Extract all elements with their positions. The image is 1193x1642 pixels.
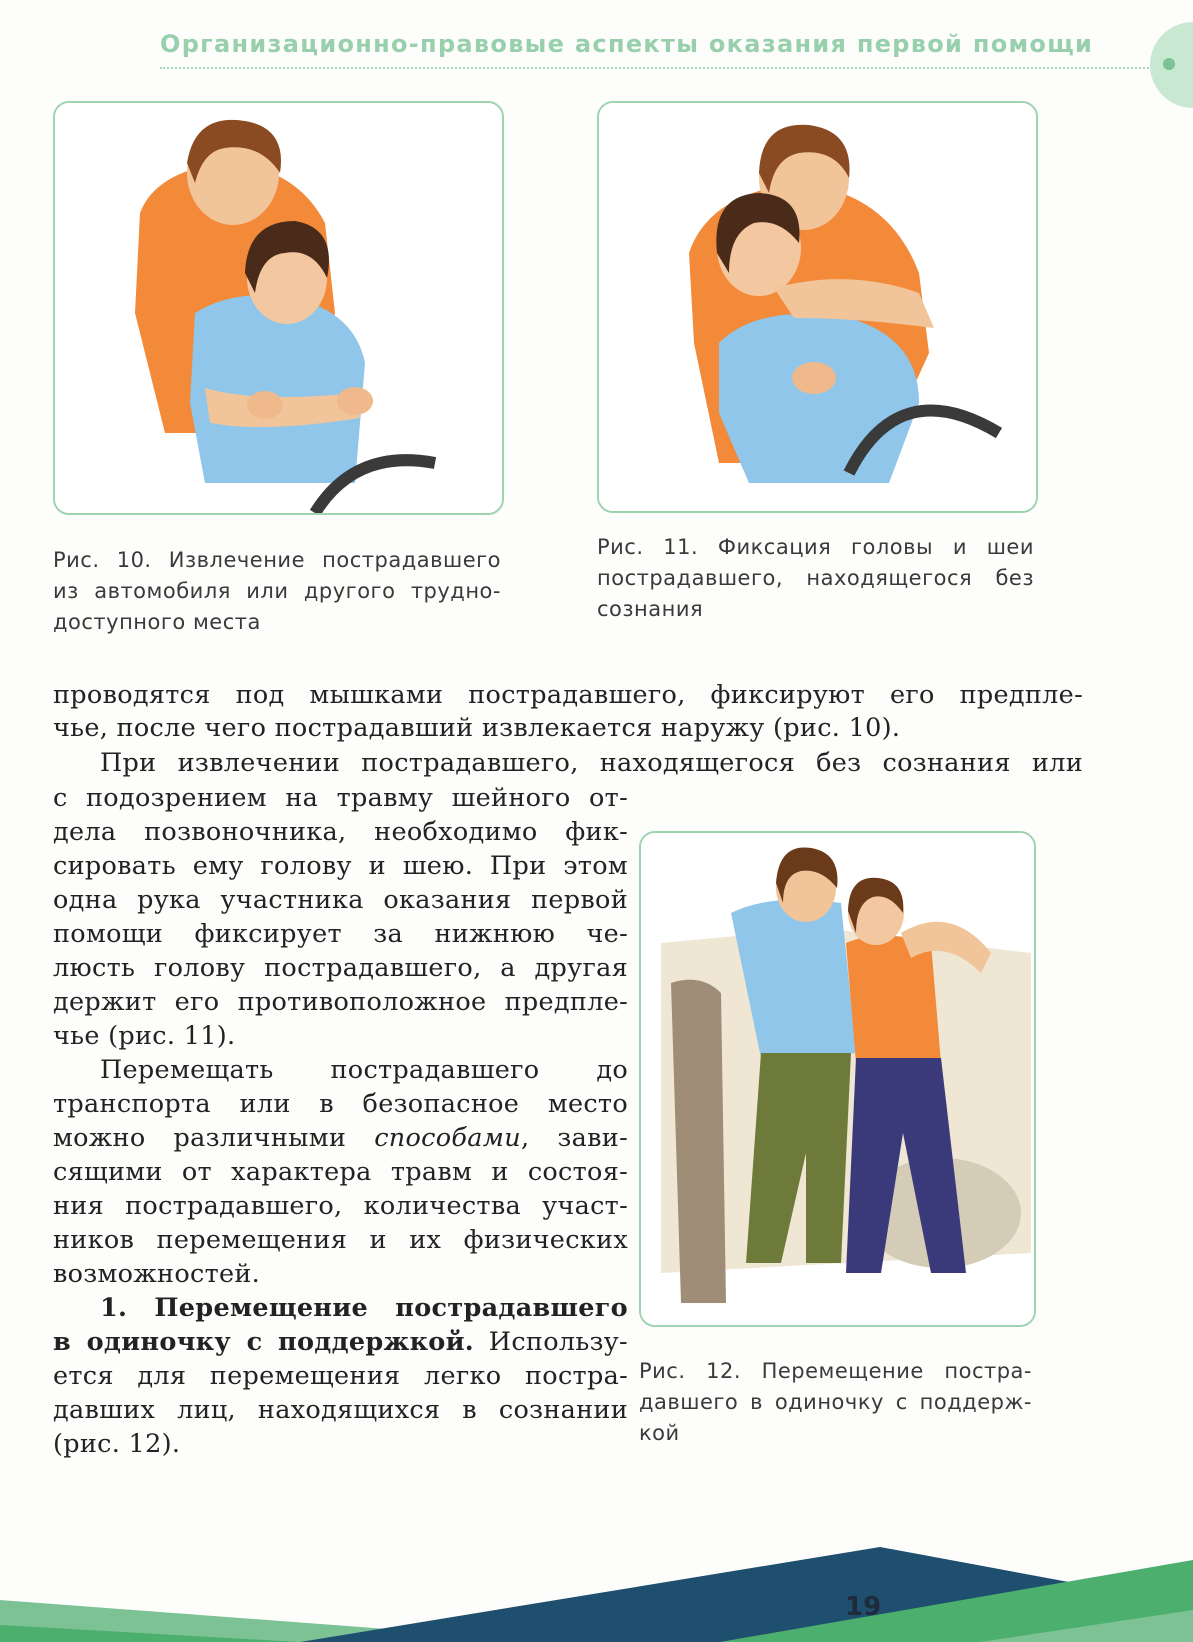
figure-10-illustration xyxy=(53,101,504,515)
body-line: ется для перемещения легко постра- xyxy=(53,1361,628,1391)
running-header: Организационно-правовые аспекты оказания первой помощи xyxy=(160,30,1094,58)
caption-line: из автомобиля или другого трудно- xyxy=(53,579,501,603)
caption-line: давшего в одиночку с поддерж- xyxy=(639,1390,1032,1414)
body-line: (рис. 12). xyxy=(53,1429,181,1459)
footer-band xyxy=(0,1530,1193,1642)
header-rule xyxy=(160,67,1160,69)
body-line: давших лиц, находящихся в сознании xyxy=(53,1395,628,1425)
body-line: возможностей. xyxy=(53,1259,261,1289)
text-run: , зави- xyxy=(520,1123,628,1153)
body-line-with-italic xyxy=(53,1121,628,1155)
body-line: сящими от характера травм и состоя- xyxy=(53,1157,628,1187)
caption-line: Рис. 10. Извлечение пострадавшего xyxy=(53,548,501,572)
body-line: ния пострадавшего, количества участ- xyxy=(53,1191,628,1221)
italic-term: способами xyxy=(374,1123,521,1153)
body-line: чье, после чего пострадавший извлекается наружу (рис. 10). xyxy=(53,713,901,743)
body-line: ников перемещения и их физических xyxy=(53,1225,628,1255)
body-line: люсть голову пострадавшего, а другая xyxy=(53,953,628,983)
caption-line: пострадавшего, находящегося без xyxy=(597,566,1034,590)
caption-line: кой xyxy=(639,1421,680,1445)
body-line: При извлечении пострадавшего, находящегося без сознания или xyxy=(100,748,1083,778)
caption-line: Рис. 12. Перемещение постра- xyxy=(639,1359,1032,1383)
body-line-with-bold xyxy=(53,1325,628,1359)
figure-11-illustration xyxy=(597,101,1038,513)
body-line: сировать ему голову и шею. При этом xyxy=(53,851,628,881)
page-number: 19 xyxy=(845,1592,882,1622)
figure-11-caption xyxy=(597,532,1034,625)
body-line: одна рука участника оказания первой xyxy=(53,885,628,915)
body-line: Перемещать пострадавшего до xyxy=(100,1055,628,1085)
body-line: чье (рис. 11). xyxy=(53,1021,236,1051)
text-run: Использу- xyxy=(473,1327,628,1357)
body-line: проводятся под мышками пострадавшего, фиксируют его предпле- xyxy=(53,680,1083,710)
figure-10-caption xyxy=(53,545,501,638)
body-line: с подозрением на травму шейного от- xyxy=(53,783,628,813)
caption-line: сознания xyxy=(597,597,704,621)
figure-12-illustration xyxy=(639,831,1036,1327)
body-line: транспорта или в безопасное место xyxy=(53,1089,628,1119)
corner-dot xyxy=(1163,58,1175,70)
figure-12-caption xyxy=(639,1356,1032,1449)
body-line: держит его противоположное предпле- xyxy=(53,987,628,1017)
section-heading: 1. Перемещение пострадавшего xyxy=(100,1293,628,1323)
text-run: можно различными xyxy=(53,1123,375,1153)
section-heading-cont: в одиночку с поддержкой. xyxy=(53,1327,474,1357)
body-line: помощи фиксирует за нижнюю че- xyxy=(53,919,628,949)
body-line: дела позвоночника, необходимо фик- xyxy=(53,817,628,847)
caption-line: Рис. 11. Фиксация головы и шеи xyxy=(597,535,1034,559)
caption-line: доступного места xyxy=(53,610,261,634)
